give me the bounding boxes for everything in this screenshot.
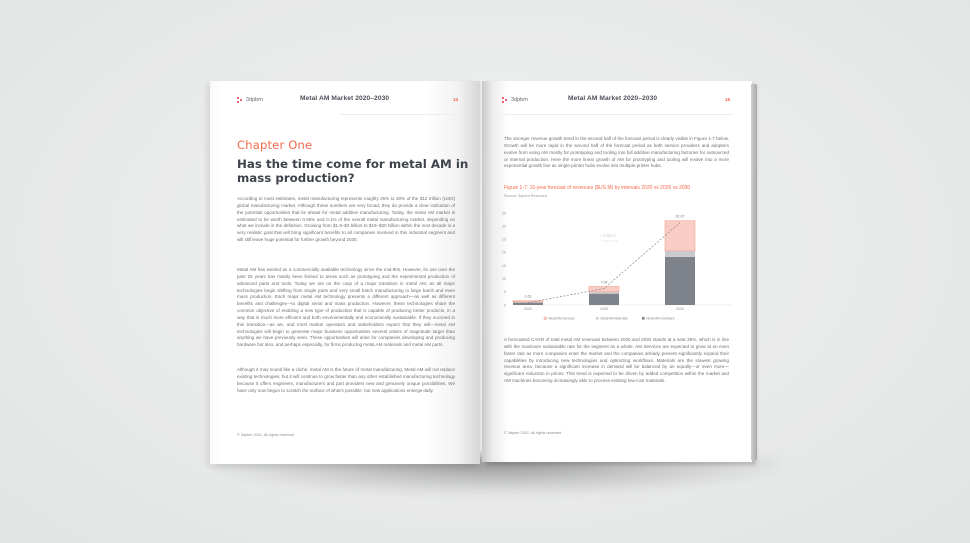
y-tick-label: 35 <box>502 211 506 216</box>
legend-label: Metal AM Materials <box>600 316 628 321</box>
header-rule <box>502 114 734 115</box>
bar-total-label: 1.63 <box>524 294 532 299</box>
y-tick-label: 5 <box>504 290 506 295</box>
body-paragraph: According to most estimates, metal manufacturing represents roughly 25% to 30% of the $12 trillion (USD) global manufacturing market. Although these numbers are very broad, they do provide a clear indication of the potential opportunities that lie ahead for metal additive manufacturing. Today, the metal AM market is estimated to be worth between 0.05% and 0.1% of the overall metal manufacturing market, depending on what we include in the definition. Growing from $1.5–$3 billion to $15–$30 billion within the next decade is a very realistic goal that will bring significant benefits to all companies involved in this industrial segment and will still leave huge potential for further growth beyond 2030. <box>237 196 455 243</box>
y-tick-label: 25 <box>502 237 506 242</box>
header-rule <box>340 114 460 115</box>
page-header <box>210 95 480 107</box>
revenue-forecast-chart <box>496 205 736 325</box>
stacked-bar-chart <box>496 205 736 325</box>
page-number: 15 <box>725 97 731 102</box>
x-tick-label: 2025 <box>600 307 608 311</box>
y-tick-label: 20 <box>502 250 506 255</box>
brand-name: 3dpbm <box>246 97 263 103</box>
page-block-edge <box>751 84 757 460</box>
legend-swatch <box>596 317 599 320</box>
y-tick-label: 10 <box>502 277 506 282</box>
legend-label: Metal AM Hardware <box>646 316 675 321</box>
y-tick-label: 30 <box>502 224 506 229</box>
body-paragraph: A forecasted CAGR of total metal AM revenues between 2020 and 2030 stands at a neat 35%, which is in line with the maximum sustainable rate for the segment as a whole. AM Services are expected to grow at an even faster rate as more companies enter the market and the companies already present significantly expand their capabilities by introducing new technologies and optimizing workflows. Materials are the slowest growing revenue area, because a significant increase in demand will be balanced by an equally—or even more—significant reduction in prices. This trend is expected to be driven by added competition within the market and AM machines becoming increasingly able to process existing low-cost materials. <box>504 337 729 384</box>
body-paragraph: Although it may sound like a cliché, metal AM is the future of metal manufacturing. Metal AM will not replace existing technologies, but it will continue to grow faster than any other established manufacturing technology because it offers engineers, manufacturers and part providers new and genuinely unique possibilities. We have only now begun to scratch the surface of what's possible, but new applications emerge daily. <box>237 367 455 393</box>
body-paragraph: Metal AM has existed as a commercially available technology since the mid-90s. However, its use over the past 25 years has mainly been limited to areas such as prototyping and the experimental production of advanced parts and tools. Today we are on the cusp of a major transition in metal AM, as all major technologies begin shifting from single parts and very small batch manufacturing to large batch and even mass production. Each major metal AM technology presents a different approach—as well as different benefits and challenges—to digital serial and mass production. However, these technologies share the common objective of enabling a new type of production that is capable of producing better products, in a way that is much more efficient and both environmentally and economically sustainable. If they succeed in this transition—as we, and most market operators and stakeholders expect that they will—metal AM technologies will begin to generate major business opportunities several orders of magnitude larger than anything we have previously seen. These opportunities will arise for companies developing and producing hardware but also, and perhaps especially, for firms producing metal AM materials and metal AM parts. <box>237 267 455 348</box>
bar-segment <box>665 221 695 251</box>
figure-caption: Figure 1-7: 10-year forecast of revenues ($US M) by intervals 2020 vs 2025 vs 2030 <box>504 185 691 191</box>
bar-segment <box>665 251 695 257</box>
legend-label: Metal AM Services <box>548 316 575 321</box>
bar-segment <box>665 257 695 305</box>
chapter-title: Has the time come for metal AM in mass production? <box>237 157 469 185</box>
y-tick-label: 15 <box>502 263 506 268</box>
figure-source: Source: 3dpbm Research <box>504 194 548 198</box>
brand-logo <box>502 97 528 103</box>
y-tick-label: 0 <box>504 303 506 308</box>
left-page <box>210 81 480 464</box>
page-footer: © 3dpbm 2021. All rights reserved <box>237 433 295 437</box>
bar-segment <box>513 301 543 302</box>
bar-segment <box>589 286 619 291</box>
legend-swatch <box>642 317 645 320</box>
legend-swatch <box>544 317 547 320</box>
brand-logo <box>237 97 263 103</box>
bar-total-label: 32.07 <box>675 214 685 219</box>
right-page <box>482 81 752 462</box>
bar-segment <box>589 294 619 305</box>
x-tick-label: 2020 <box>524 307 532 311</box>
body-paragraph: The stronger revenue growth trend in the second half of the forecast period is clearly visible in Figure 1-7 below. Growth will be more rapid in the second half of the forecast period as both service providers and adopters evolve from using AM mostly for prototyping and tooling into full additive manufacturing factories for outsourced or internal production. Here the more linear growth of AM for prototyping and tooling will evolve into a more exponential growth line as single-printer hubs evolve into multiple-printer hubs. <box>504 136 729 169</box>
bar-segment <box>513 303 543 305</box>
running-title: Metal AM Market 2020–2030 <box>568 95 658 102</box>
page-number: 14 <box>453 97 459 102</box>
brand-name: 3dpbm <box>511 97 528 103</box>
bar-total-label: 7.04 <box>600 280 608 285</box>
chart-watermark: › 3dpbm <box>600 233 617 238</box>
logo-mark-icon <box>502 97 508 103</box>
logo-mark-icon <box>237 97 243 103</box>
chart-watermark-sub: © 3dpbm 2021 <box>600 239 619 243</box>
running-title: Metal AM Market 2020–2030 <box>300 95 390 102</box>
x-tick-label: 2030 <box>676 307 684 311</box>
chapter-label: Chapter One <box>237 138 313 152</box>
page-header <box>482 95 752 107</box>
page-footer: © 3dpbm 2021. All rights reserved <box>504 431 562 435</box>
